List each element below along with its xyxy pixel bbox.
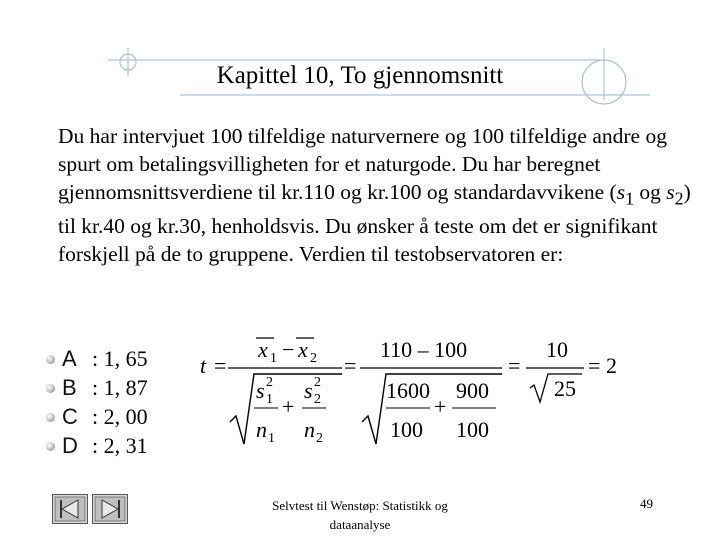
option-letter: A xyxy=(62,346,77,371)
formula-minus: − xyxy=(282,337,295,362)
option-value: : 2, 31 xyxy=(92,433,148,458)
formula-1600: 1600 xyxy=(386,378,430,403)
formula-t: t xyxy=(200,353,207,378)
formula-plus: + xyxy=(282,394,295,419)
formula-plus2: + xyxy=(434,394,447,419)
formula xyxy=(190,330,630,450)
formula-900: 900 xyxy=(456,378,489,403)
formula-x2-sub: 2 xyxy=(310,351,317,366)
option-letter: C xyxy=(62,404,78,429)
formula-s2-sub: 2 xyxy=(314,392,321,407)
bullet-icon xyxy=(46,384,55,393)
option-b[interactable] xyxy=(46,373,186,402)
bullet-icon xyxy=(46,413,55,422)
option-d[interactable] xyxy=(46,431,186,460)
slide-title: Kapittel 10, To gjennomsnitt xyxy=(216,62,504,89)
page-number: 49 xyxy=(640,496,653,511)
formula-num3: 10 xyxy=(546,337,568,362)
option-c[interactable] xyxy=(46,402,186,431)
formula-100b: 100 xyxy=(456,417,489,442)
formula-eq: = xyxy=(214,353,227,378)
formula-den3: 25 xyxy=(554,376,576,401)
formula-s1: s xyxy=(256,378,265,403)
formula-n1: n xyxy=(256,417,267,442)
bullet-icon xyxy=(46,355,55,364)
footer-line-1: Selvtest til Wenstøp: Statistikk og xyxy=(272,498,448,513)
formula-s2-sup: 2 xyxy=(314,375,321,390)
formula-n2: n xyxy=(304,417,315,442)
next-icon xyxy=(92,494,128,524)
option-value: : 1, 87 xyxy=(92,375,148,400)
formula-eq4: = xyxy=(588,353,601,378)
formula-x1: x xyxy=(258,337,268,362)
question-text: Du har intervjuet 100 tilfeldige naturvernere og 100 tilfeldige andre og spurt om betalingsvilligheten for et naturgode. Du har beregnet gjennomsnittsverdiene til kr.110 og kr.100 og standardavvikene ($s_1$ og $s_2$) til kr.40 og kr.30, henholdsvis. Du ønsker å teste om det er signifikant forskjell på de to gruppene. Verdien til testobservatoren er: xyxy=(58,124,691,267)
formula-x2: x xyxy=(298,337,308,362)
option-letter: B xyxy=(62,375,77,400)
footer-text xyxy=(245,496,475,534)
option-value: : 1, 65 xyxy=(92,346,148,371)
option-letter: D xyxy=(62,433,78,458)
option-a[interactable] xyxy=(46,344,186,373)
formula-eq3: = xyxy=(508,353,521,378)
option-value: : 2, 00 xyxy=(92,404,148,429)
next-button[interactable] xyxy=(92,494,128,524)
previous-icon xyxy=(52,494,88,524)
formula-s1-sub: 1 xyxy=(266,392,273,407)
formula-s1-sup: 2 xyxy=(266,375,273,390)
formula-eq2: = xyxy=(344,353,357,378)
answer-options xyxy=(46,344,186,460)
formula-num2: 110 – 100 xyxy=(380,337,468,362)
footer-line-2: dataanalyse xyxy=(329,517,391,532)
formula-x1-sub: 1 xyxy=(270,351,277,366)
formula-result: 2 xyxy=(606,353,617,378)
previous-button[interactable] xyxy=(52,494,88,524)
formula-s2: s xyxy=(304,378,313,403)
formula-n2-sub: 2 xyxy=(316,431,323,446)
formula-100a: 100 xyxy=(390,417,423,442)
formula-n1-sub: 1 xyxy=(268,431,275,446)
bullet-icon xyxy=(46,442,55,451)
